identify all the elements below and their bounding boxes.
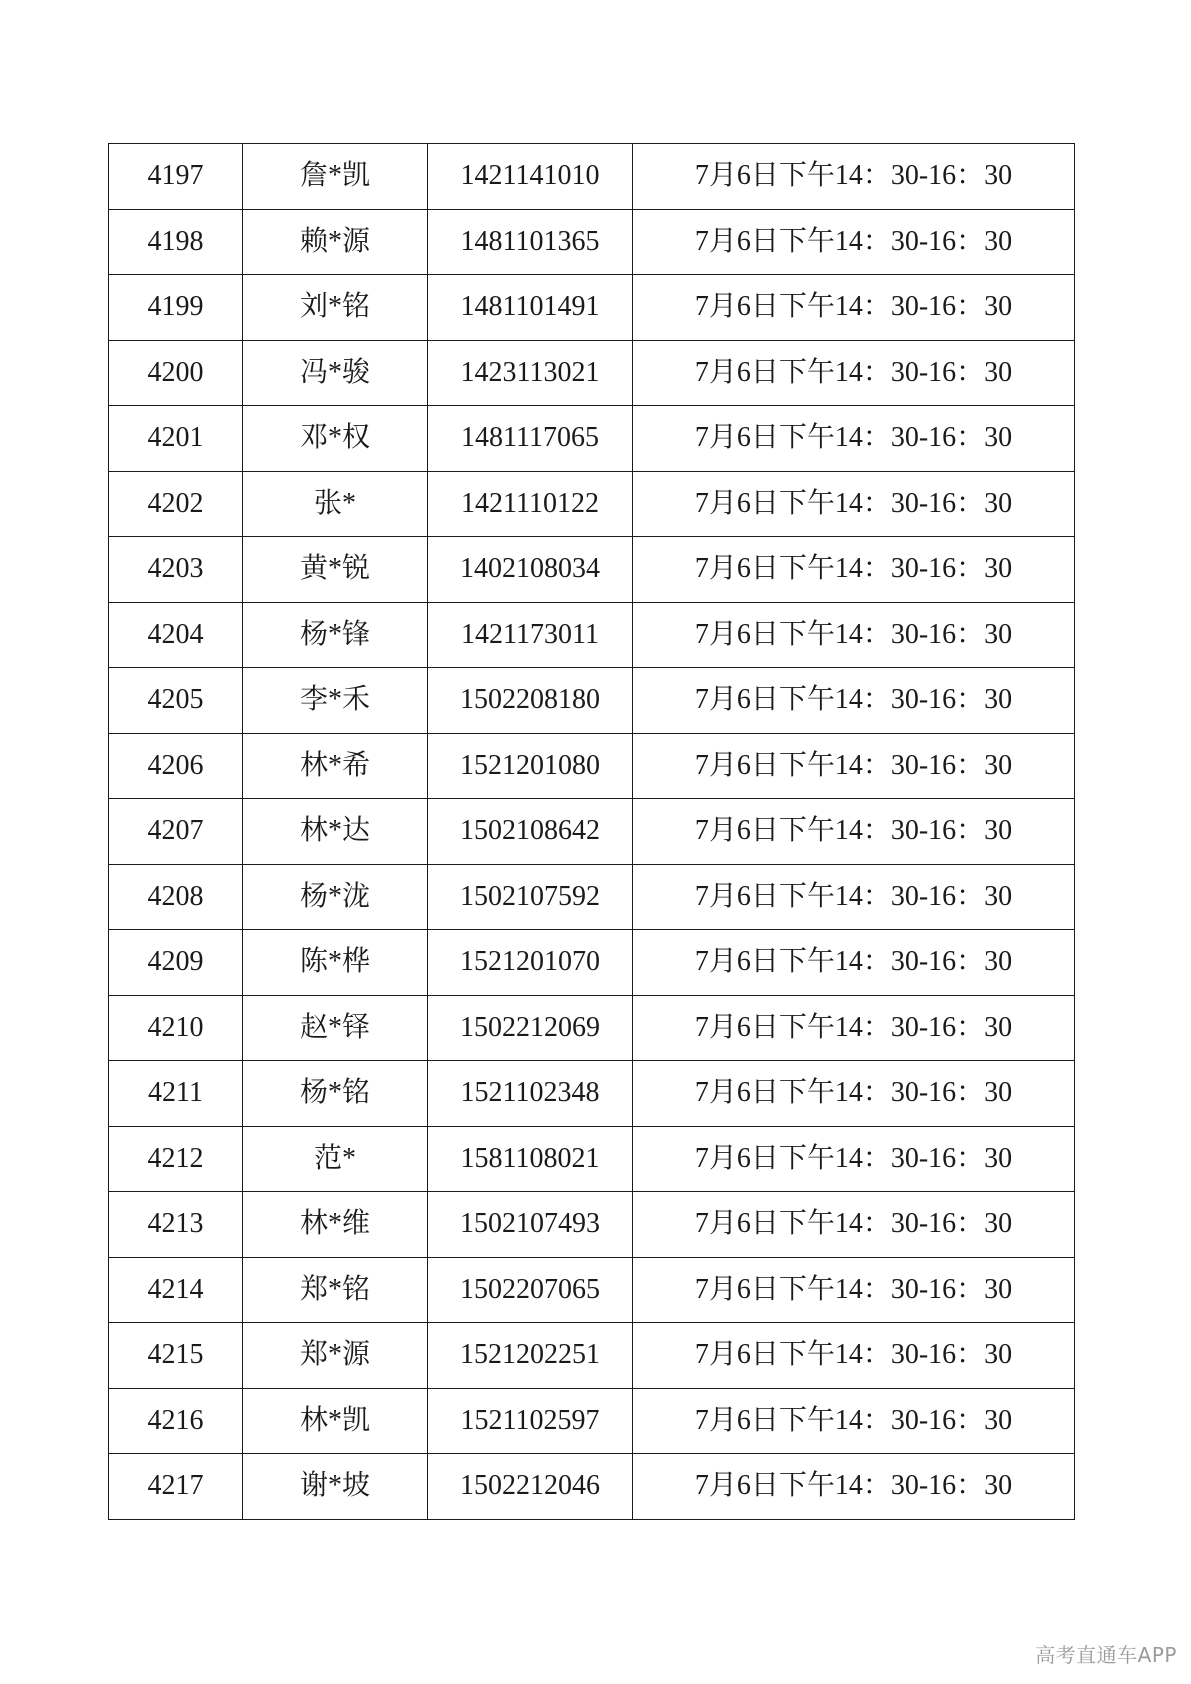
name-cell: 郑*铭 [243, 1257, 428, 1323]
name-cell: 林*维 [243, 1192, 428, 1258]
time-cell: 7月6日下午14：30-16：30 [633, 1061, 1075, 1127]
name-cell: 张* [243, 471, 428, 537]
number-cell: 1502208180 [428, 668, 633, 734]
name-cell: 谢*坡 [243, 1454, 428, 1520]
table-row [109, 471, 1075, 537]
number-cell: 1402108034 [428, 537, 633, 603]
seq-cell: 4214 [109, 1257, 243, 1323]
name-cell: 郑*源 [243, 1323, 428, 1389]
table-row [109, 1388, 1075, 1454]
name-cell: 杨*锋 [243, 602, 428, 668]
seq-cell: 4209 [109, 930, 243, 996]
time-cell: 7月6日下午14：30-16：30 [633, 799, 1075, 865]
name-cell: 杨*铭 [243, 1061, 428, 1127]
number-cell: 1481101491 [428, 275, 633, 341]
seq-cell: 4203 [109, 537, 243, 603]
number-cell: 1502212069 [428, 995, 633, 1061]
name-cell: 范* [243, 1126, 428, 1192]
seq-cell: 4206 [109, 733, 243, 799]
number-cell: 1521201080 [428, 733, 633, 799]
number-cell: 1502107493 [428, 1192, 633, 1258]
number-cell: 1521202251 [428, 1323, 633, 1389]
time-cell: 7月6日下午14：30-16：30 [633, 1257, 1075, 1323]
name-cell: 冯*骏 [243, 340, 428, 406]
name-cell: 林*达 [243, 799, 428, 865]
seq-cell: 4197 [109, 144, 243, 210]
table-row [109, 733, 1075, 799]
number-cell: 1521201070 [428, 930, 633, 996]
time-cell: 7月6日下午14：30-16：30 [633, 1388, 1075, 1454]
time-cell: 7月6日下午14：30-16：30 [633, 1454, 1075, 1520]
seq-cell: 4213 [109, 1192, 243, 1258]
time-cell: 7月6日下午14：30-16：30 [633, 340, 1075, 406]
time-cell: 7月6日下午14：30-16：30 [633, 668, 1075, 734]
number-cell: 1421173011 [428, 602, 633, 668]
time-cell: 7月6日下午14：30-16：30 [633, 471, 1075, 537]
number-cell: 1423113021 [428, 340, 633, 406]
name-cell: 陈*桦 [243, 930, 428, 996]
seq-cell: 4200 [109, 340, 243, 406]
number-cell: 1421141010 [428, 144, 633, 210]
watermark-text: 高考直通车APP [1035, 1643, 1177, 1667]
name-cell: 李*禾 [243, 668, 428, 734]
seq-cell: 4208 [109, 864, 243, 930]
name-cell: 黄*锐 [243, 537, 428, 603]
time-cell: 7月6日下午14：30-16：30 [633, 406, 1075, 472]
time-cell: 7月6日下午14：30-16：30 [633, 602, 1075, 668]
table-row [109, 209, 1075, 275]
table-row [109, 340, 1075, 406]
table-row [109, 1454, 1075, 1520]
table-row [109, 537, 1075, 603]
number-cell: 1481117065 [428, 406, 633, 472]
number-cell: 1502108642 [428, 799, 633, 865]
time-cell: 7月6日下午14：30-16：30 [633, 1192, 1075, 1258]
seq-cell: 4207 [109, 799, 243, 865]
time-cell: 7月6日下午14：30-16：30 [633, 537, 1075, 603]
roster-body [109, 144, 1075, 1520]
table-row [109, 602, 1075, 668]
number-cell: 1521102348 [428, 1061, 633, 1127]
name-cell: 杨*泷 [243, 864, 428, 930]
table-row [109, 144, 1075, 210]
table-row [109, 930, 1075, 996]
time-cell: 7月6日下午14：30-16：30 [633, 1126, 1075, 1192]
time-cell: 7月6日下午14：30-16：30 [633, 209, 1075, 275]
table-row [109, 1323, 1075, 1389]
seq-cell: 4215 [109, 1323, 243, 1389]
table-row [109, 1192, 1075, 1258]
name-cell: 詹*凯 [243, 144, 428, 210]
name-cell: 赖*源 [243, 209, 428, 275]
number-cell: 1421110122 [428, 471, 633, 537]
seq-cell: 4199 [109, 275, 243, 341]
table-row [109, 275, 1075, 341]
time-cell: 7月6日下午14：30-16：30 [633, 144, 1075, 210]
time-cell: 7月6日下午14：30-16：30 [633, 930, 1075, 996]
table-row [109, 864, 1075, 930]
table-row [109, 668, 1075, 734]
seq-cell: 4201 [109, 406, 243, 472]
table-row [109, 1257, 1075, 1323]
table-row [109, 406, 1075, 472]
roster-sheet [108, 143, 1074, 1520]
number-cell: 1581108021 [428, 1126, 633, 1192]
seq-cell: 4204 [109, 602, 243, 668]
time-cell: 7月6日下午14：30-16：30 [633, 1323, 1075, 1389]
number-cell: 1481101365 [428, 209, 633, 275]
roster-table [108, 143, 1075, 1520]
number-cell: 1502212046 [428, 1454, 633, 1520]
table-row [109, 799, 1075, 865]
seq-cell: 4212 [109, 1126, 243, 1192]
name-cell: 赵*铎 [243, 995, 428, 1061]
number-cell: 1502207065 [428, 1257, 633, 1323]
seq-cell: 4210 [109, 995, 243, 1061]
number-cell: 1502107592 [428, 864, 633, 930]
table-row [109, 995, 1075, 1061]
name-cell: 邓*权 [243, 406, 428, 472]
time-cell: 7月6日下午14：30-16：30 [633, 995, 1075, 1061]
name-cell: 林*希 [243, 733, 428, 799]
time-cell: 7月6日下午14：30-16：30 [633, 275, 1075, 341]
number-cell: 1521102597 [428, 1388, 633, 1454]
seq-cell: 4217 [109, 1454, 243, 1520]
time-cell: 7月6日下午14：30-16：30 [633, 733, 1075, 799]
seq-cell: 4198 [109, 209, 243, 275]
seq-cell: 4211 [109, 1061, 243, 1127]
time-cell: 7月6日下午14：30-16：30 [633, 864, 1075, 930]
table-row [109, 1126, 1075, 1192]
table-row [109, 1061, 1075, 1127]
name-cell: 林*凯 [243, 1388, 428, 1454]
name-cell: 刘*铭 [243, 275, 428, 341]
seq-cell: 4216 [109, 1388, 243, 1454]
seq-cell: 4202 [109, 471, 243, 537]
seq-cell: 4205 [109, 668, 243, 734]
